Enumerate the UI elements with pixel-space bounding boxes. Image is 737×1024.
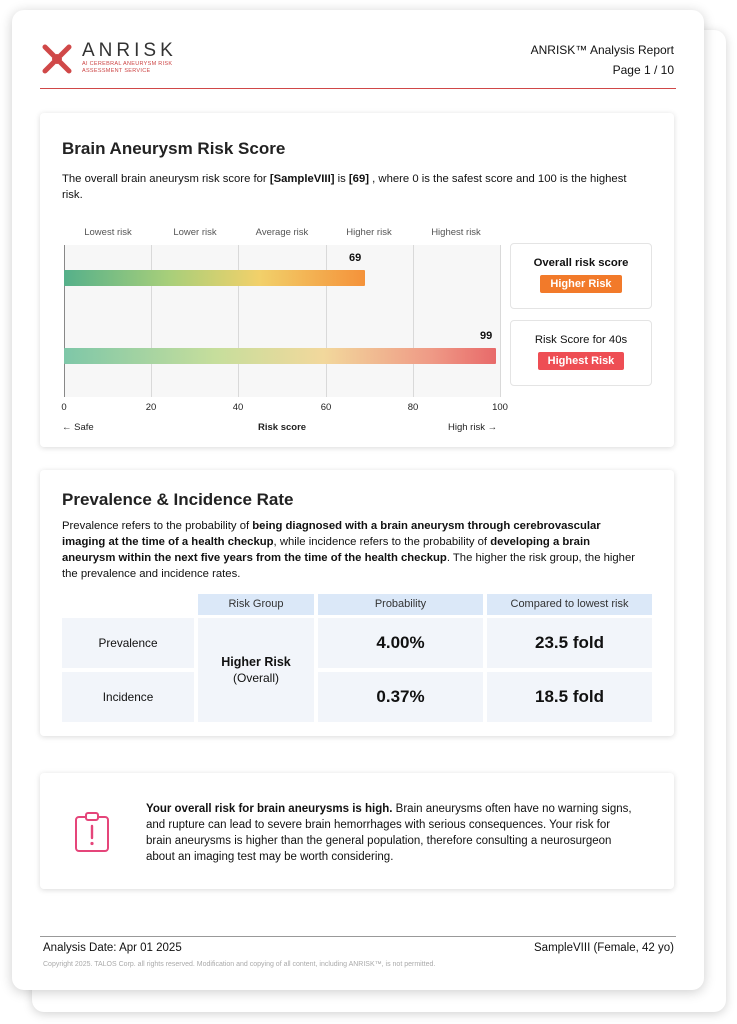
- intro-suffix: , where 0 is the safest score and 100 is the highest risk.: [62, 173, 627, 201]
- clipboard-alert-icon: [74, 811, 110, 853]
- risk-alert-card: [40, 773, 674, 889]
- prevalence-probability: 4.00%: [318, 618, 483, 668]
- risk-band-label: Average risk: [255, 227, 309, 238]
- x-tick-label: 0: [61, 402, 67, 413]
- copyright-notice: Copyright 2025. TALOS Corp. all rights reserved. Modification and copying of all content, including ANRISK™, is not permitted.: [43, 961, 436, 968]
- logo-tagline: AI CEREBRAL ANEURYSM RISK ASSESSMENT SERVICE: [82, 61, 173, 74]
- highest-risk-badge: Highest Risk: [538, 352, 625, 370]
- forties-risk-box: [510, 320, 652, 386]
- x-tick-label: 40: [232, 402, 244, 413]
- score-value: [69]: [348, 173, 370, 185]
- desc-part: developing a brain aneurysm within the next five years from the time of the health checkup: [62, 536, 590, 564]
- incidence-compared: 18.5 fold: [487, 672, 652, 722]
- x-tick-label: 60: [320, 402, 332, 413]
- higher-risk-badge: Higher Risk: [540, 275, 621, 293]
- gridline: [326, 245, 327, 397]
- alert-headline: Your overall risk for brain aneurysms is high.: [146, 803, 393, 815]
- x-axis-title: Risk score: [258, 422, 307, 433]
- report-title: ANRISK™ Analysis Report: [530, 43, 674, 57]
- footer-divider: [40, 936, 676, 937]
- bar-value-label: 99: [480, 330, 493, 342]
- x-tick-label: 20: [145, 402, 157, 413]
- anrisk-logo-icon: [40, 42, 74, 76]
- incidence-probability: 0.37%: [318, 672, 483, 722]
- alert-message: [146, 801, 636, 865]
- sample-id: [SampleVIII]: [269, 173, 335, 185]
- prevalence-description: [62, 518, 642, 582]
- gridline: [64, 245, 65, 397]
- risk-score-intro: [62, 171, 642, 203]
- report-page: [12, 10, 704, 990]
- page-indicator: Page 1 / 10: [612, 63, 674, 77]
- gridline: [413, 245, 414, 397]
- risk-band-label: Higher risk: [346, 227, 392, 238]
- overall-risk-box: [510, 243, 652, 309]
- plot-area: [64, 245, 500, 397]
- risk-group-main: Higher Risk: [221, 655, 291, 669]
- risk-score-chart: [61, 225, 508, 433]
- sample-info: SampleVIII (Female, 42 yo): [534, 942, 674, 954]
- risk-band-label: Lowest risk: [84, 227, 132, 238]
- x-tick-label: 80: [407, 402, 419, 413]
- header-risk-group: Risk Group: [198, 594, 314, 615]
- intro-prefix: The overall brain aneurysm risk score for: [62, 173, 270, 185]
- x-axis-safe-label: ← Safe: [62, 422, 94, 433]
- row-label-prevalence: Prevalence: [62, 618, 194, 668]
- desc-part: , while incidence refers to the probability of: [273, 536, 491, 548]
- logo-wordmark: ANRISK: [82, 40, 177, 61]
- gridline: [238, 245, 239, 397]
- risk-bar: [64, 348, 496, 364]
- header-probability: Probability: [318, 594, 483, 615]
- alert-body: Brain aneurysms often have no warning signs, and rupture can lead to severe brain hemorrhages with serious consequences. Your risk for brain aneurysms is higher than the general population, therefore consulting a neurosurgeon about an imaging test may be worth considering.: [146, 803, 632, 863]
- x-axis-high-label: High risk →: [448, 422, 498, 433]
- risk-band-label: Highest risk: [431, 227, 481, 238]
- gridline: [500, 245, 501, 397]
- prevalence-card: [40, 470, 674, 736]
- intro-mid: is: [334, 173, 349, 185]
- risk-group-cell: [198, 618, 314, 722]
- x-tick-label: 100: [492, 402, 508, 413]
- header-divider: [40, 88, 676, 89]
- overall-risk-label: Overall risk score: [533, 257, 629, 269]
- desc-part: Prevalence refers to the probability of: [62, 520, 253, 532]
- gridline: [151, 245, 152, 397]
- risk-bar: [64, 270, 365, 286]
- risk-score-card: [40, 113, 674, 447]
- bar-value-label: 69: [349, 252, 362, 264]
- risk-score-title: Brain Aneurysm Risk Score: [62, 139, 286, 158]
- prevalence-compared: 23.5 fold: [487, 618, 652, 668]
- forties-risk-label: Risk Score for 40s: [534, 334, 628, 346]
- analysis-date: Analysis Date: Apr 01 2025: [43, 942, 182, 954]
- header-compared: Compared to lowest risk: [487, 594, 652, 615]
- desc-part: . The higher the risk group, the higher the prevalence and incidence rates.: [62, 552, 636, 580]
- prevalence-title: Prevalence & Incidence Rate: [62, 490, 294, 509]
- risk-band-label: Lower risk: [173, 227, 217, 238]
- risk-group-sub: (Overall): [232, 671, 279, 685]
- desc-part: being diagnosed with a brain aneurysm through cerebrovascular imaging at the time of a health checkup: [62, 520, 601, 548]
- row-label-incidence: Incidence: [62, 672, 194, 722]
- anrisk-logo: [40, 40, 200, 80]
